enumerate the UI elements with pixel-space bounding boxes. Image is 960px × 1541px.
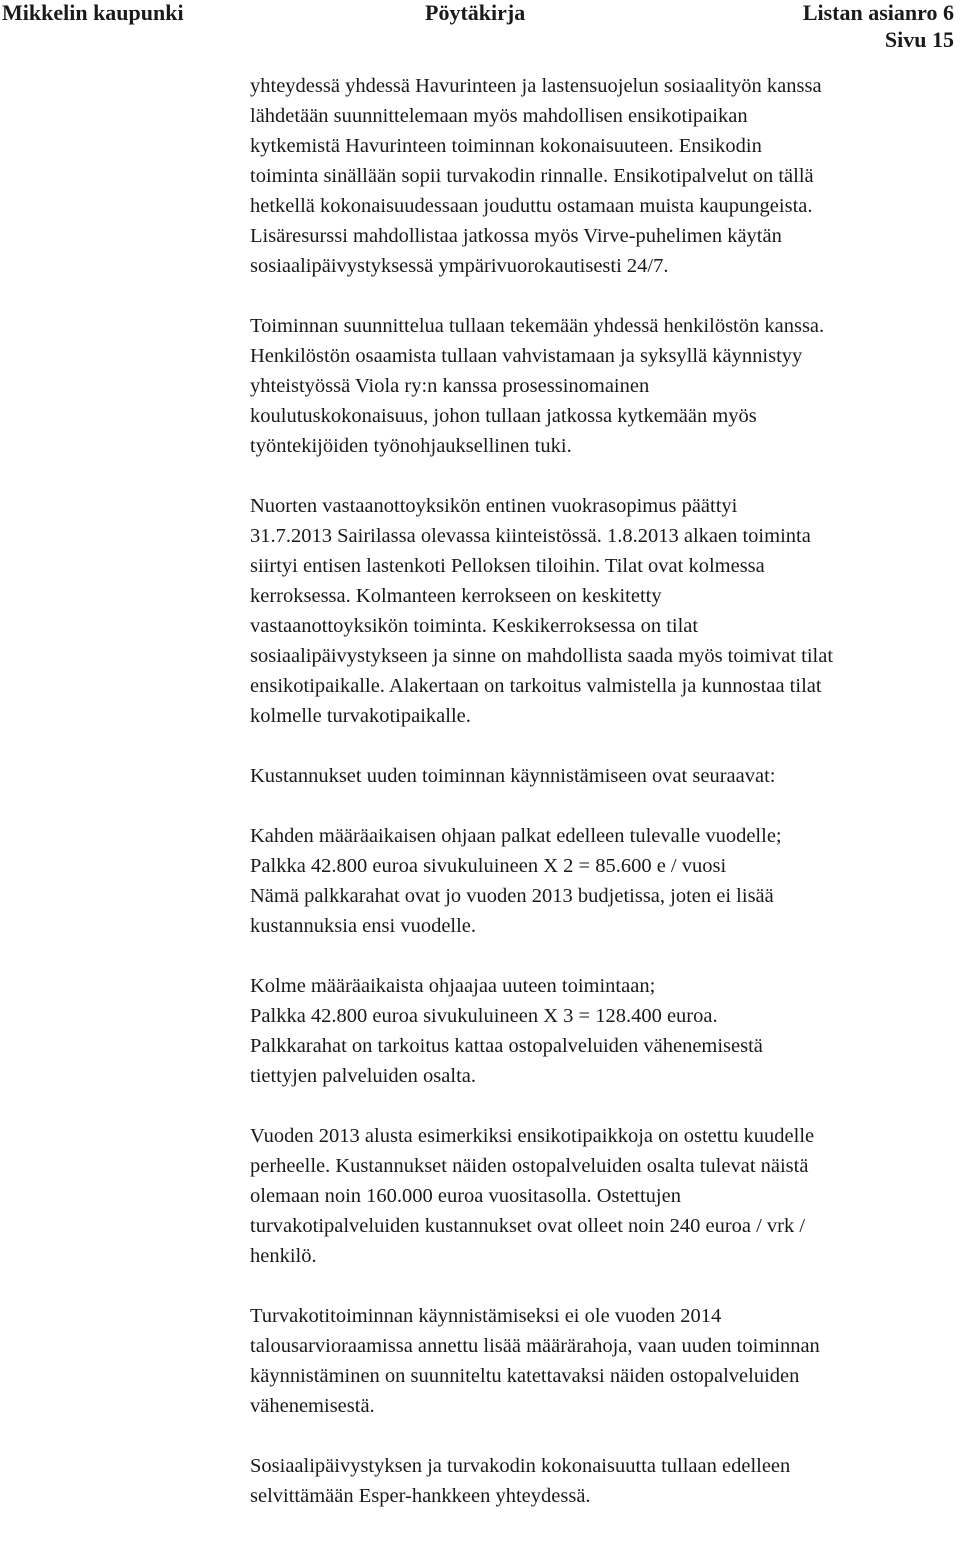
text-line: henkilö. [250,1245,317,1267]
text-line: Kustannukset uuden toiminnan käynnistämiseen ovat seuraavat: [250,765,776,787]
text-line: kerroksessa. Kolmanteen kerrokseen on keskitetty [250,585,662,607]
text-line: 31.7.2013 Sairilassa olevassa kiinteistössä. 1.8.2013 alkaen toiminta [250,525,811,547]
text-line: yhteydessä yhdessä Havurinteen ja lastensuojelun sosiaalityön kanssa [250,75,822,97]
text-line: Palkka 42.800 euroa sivukuluineen X 2 = 85.600 e / vuosi [250,855,727,877]
text-line: Nämä palkkarahat ovat jo vuoden 2013 budjetissa, joten ei lisää [250,885,774,907]
paragraph [250,821,960,941]
document-body [250,71,960,1541]
text-line: kustannuksia ensi vuodelle. [250,915,477,937]
text-line: Palkkarahat on tarkoitus kattaa ostopalveluiden vähenemisestä [250,1035,763,1057]
text-line: vähenemisestä. [250,1395,375,1417]
text-line: sosiaalipäivystykseen ja sinne on mahdollista saada myös toimivat tilat [250,645,834,667]
text-line: lähdetään suunnittelemaan myös mahdollisen ensikotipaikan [250,105,748,127]
text-line: Toiminnan suunnittelua tullaan tekemään yhdessä henkilöstön kanssa. [250,315,825,337]
text-line: kolmelle turvakotipaikalle. [250,705,471,727]
paragraph [250,491,960,731]
header-agenda-item: Listan asianro 6 [802,0,954,25]
text-line: Sosiaalipäivystyksen ja turvakodin kokonaisuutta tullaan edelleen [250,1455,791,1477]
page-header [0,0,960,28]
text-line: Palkka 42.800 euroa sivukuluineen X 3 = 128.400 euroa. [250,1005,718,1027]
header-organization: Mikkelin kaupunki [2,0,184,25]
text-line: sosiaalipäivystyksessä ympärivuorokautisesti 24/7. [250,255,669,277]
paragraph [250,1121,960,1271]
header-page-number: Sivu 15 [884,27,954,52]
text-line: Vuoden 2013 alusta esimerkiksi ensikotipaikkoja on ostettu kuudelle [250,1125,815,1147]
text-line: kytkemistä Havurinteen toiminnan kokonaisuuteen. Ensikodin [250,135,762,157]
header-document-type: Pöytäkirja [425,0,526,25]
paragraph [250,761,960,791]
text-line: Kolme määräaikaista ohjaajaa uuteen toimintaan; [250,975,656,997]
text-line: talousarvioraamissa annettu lisää määrärahoja, vaan uuden toiminnan [250,1335,820,1357]
text-line: toiminta sinällään sopii turvakodin rinnalle. Ensikotipalvelut on tällä [250,165,814,187]
text-line: Turvakotitoiminnan käynnistämiseksi ei ole vuoden 2014 [250,1305,722,1327]
text-line: vastaanottoyksikön toiminta. Keskikerroksessa on tilat [250,615,699,637]
text-line: Kahden määräaikaisen ohjaan palkat edelleen tulevalle vuodelle; [250,825,782,847]
text-line: tiettyjen palveluiden osalta. [250,1065,477,1087]
text-line: käynnistäminen on suunniteltu katettavaksi näiden ostopalveluiden [250,1365,800,1387]
text-line: Lisäresurssi mahdollistaa jatkossa myös Virve-puhelimen käytän [250,225,782,247]
text-line: siirtyi entisen lastenkoti Pelloksen tiloihin. Tilat ovat kolmessa [250,555,765,577]
text-line: turvakotipalveluiden kustannukset ovat olleet noin 240 euroa / vrk / [250,1215,806,1237]
paragraph [250,971,960,1091]
text-line: Nuorten vastaanottoyksikön entinen vuokrasopimus päättyi [250,495,738,517]
paragraph [250,311,960,461]
text-line: olemaan noin 160.000 euroa vuositasolla. Ostettujen [250,1185,681,1207]
paragraph [250,1451,960,1511]
text-line: työntekijöiden työnohjauksellinen tuki. [250,435,572,457]
text-line: Henkilöstön osaamista tullaan vahvistamaan ja syksyllä käynnistyy [250,345,803,367]
text-line: selvittämään Esper-hankkeen yhteydessä. [250,1485,591,1507]
paragraph [250,71,960,281]
paragraph [250,1301,960,1421]
text-line: hetkellä kokonaisuudessaan jouduttu ostamaan muista kaupungeista. [250,195,813,217]
text-line: yhteistyössä Viola ry:n kanssa prosessinomainen [250,375,650,397]
text-line: perheelle. Kustannukset näiden ostopalveluiden osalta tulevat näistä [250,1155,809,1177]
text-line: ensikotipaikalle. Alakertaan on tarkoitus valmistella ja kunnostaa tilat [250,675,822,697]
text-line: koulutuskokonaisuus, johon tullaan jatkossa kytkemään myös [250,405,757,427]
